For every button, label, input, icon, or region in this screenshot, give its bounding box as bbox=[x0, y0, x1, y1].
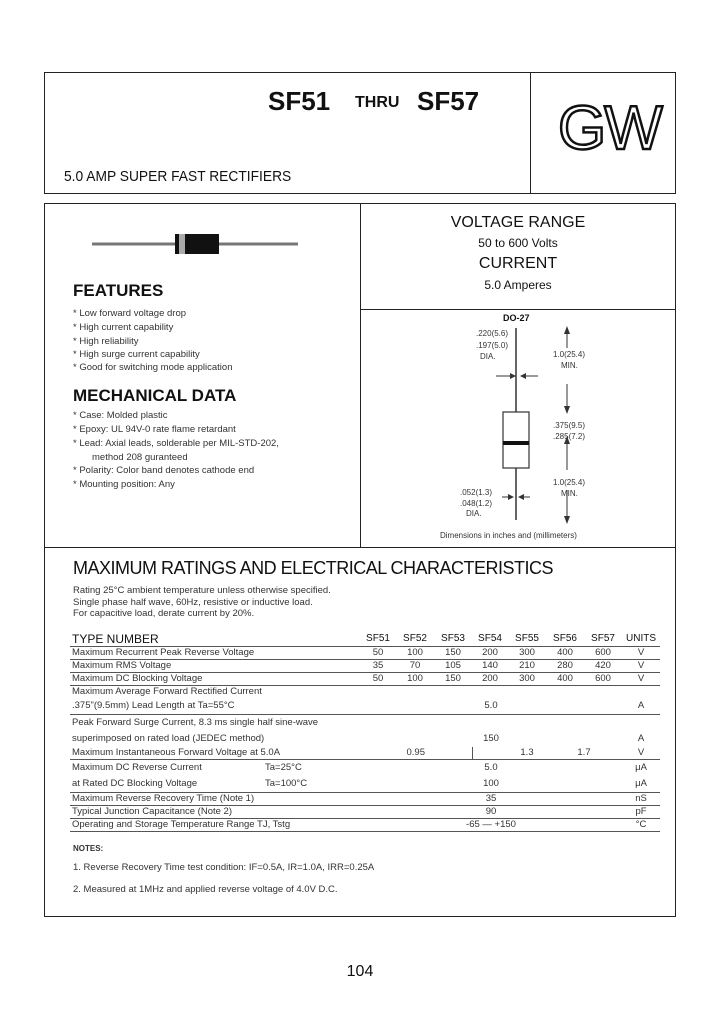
row-value: 105 bbox=[434, 660, 472, 673]
table-row bbox=[70, 686, 660, 699]
body-diameter-unit: DIA. bbox=[480, 352, 496, 361]
row-value: 600 bbox=[584, 647, 622, 660]
header-sf56: SF56 bbox=[546, 632, 584, 647]
page-number: 104 bbox=[346, 963, 374, 980]
note-1: 1. Reverse Recovery Time test condition: IF=0.5A, IR=1.0A, IRR=0.25A bbox=[73, 862, 375, 873]
ir-value-1: 5.0 bbox=[484, 762, 498, 773]
lead-length-bottom: 1.0(25.4) bbox=[553, 478, 586, 487]
ir-label bbox=[70, 760, 360, 777]
feature-item: * High current capability bbox=[73, 322, 174, 333]
table-row bbox=[70, 776, 660, 793]
header-type-number: TYPE NUMBER bbox=[70, 632, 360, 647]
package-name: DO-27 bbox=[503, 313, 530, 323]
lead-length-bottom-min: MIN. bbox=[561, 489, 578, 498]
mechanical-title: MECHANICAL DATA bbox=[73, 386, 237, 405]
table-row bbox=[70, 673, 660, 686]
trr-value: 35 bbox=[360, 793, 622, 806]
brand-logo: GW bbox=[558, 94, 661, 163]
avg-current-label-2: .375"(9.5mm) Lead Length at Ta=55°C bbox=[70, 698, 360, 715]
body-diameter-max: .220(5.6) bbox=[476, 329, 509, 338]
trr-label: Maximum Reverse Recovery Time (Note 1) bbox=[70, 793, 360, 806]
cj-unit: pF bbox=[622, 806, 660, 819]
table-row bbox=[70, 647, 660, 660]
row-value: 600 bbox=[584, 673, 622, 686]
row-value: 50 bbox=[360, 673, 396, 686]
row-value: 50 bbox=[360, 647, 396, 660]
condition-line: For capacitive load, derate current by 20%. bbox=[73, 608, 255, 619]
mechanical-item: * Polarity: Color band denotes cathode end bbox=[73, 465, 255, 476]
row-value: 100 bbox=[396, 647, 434, 660]
row-unit: V bbox=[622, 660, 660, 673]
mechanical-item: * Epoxy: UL 94V-0 rate flame retardant bbox=[73, 424, 236, 435]
row-label: Maximum Recurrent Peak Reverse Voltage bbox=[70, 647, 360, 660]
body-length-min: .285(7.2) bbox=[553, 432, 586, 441]
mechanical-item: * Case: Molded plastic bbox=[73, 410, 168, 421]
table-row bbox=[70, 660, 660, 673]
temp-label: Operating and Storage Temperature Range TJ, Tstg bbox=[70, 819, 360, 832]
row-label: Maximum RMS Voltage bbox=[70, 660, 360, 673]
lead-diameter-max: .052(1.3) bbox=[460, 488, 493, 497]
ir-value-2: 100 bbox=[360, 776, 622, 793]
header-sf54: SF54 bbox=[472, 632, 508, 647]
header-sf57: SF57 bbox=[584, 632, 622, 647]
feature-item: * Good for switching mode application bbox=[73, 362, 233, 373]
row-value: 210 bbox=[508, 660, 546, 673]
table-row bbox=[70, 806, 660, 819]
notes-title: NOTES: bbox=[73, 844, 104, 853]
row-value: 400 bbox=[546, 673, 584, 686]
trr-unit: nS bbox=[622, 793, 660, 806]
part-number-start: SF51 bbox=[268, 86, 331, 116]
header-divider bbox=[530, 72, 531, 194]
vf-value-3: 1.7 bbox=[546, 747, 622, 760]
row-value: 150 bbox=[434, 673, 472, 686]
condition-line: Single phase half wave, 60Hz, resistive or inductive load. bbox=[73, 597, 313, 608]
voltage-range-title: VOLTAGE RANGE bbox=[450, 214, 586, 231]
row-value: 70 bbox=[396, 660, 434, 673]
surge-label: Peak Forward Surge Current, 8.3 ms single half sine-wave bbox=[72, 717, 319, 728]
ir-label-text: Maximum DC Reverse Current bbox=[72, 762, 202, 773]
lead-length-top: 1.0(25.4) bbox=[553, 350, 586, 359]
vf-value-1: 0.95 bbox=[360, 747, 472, 760]
row-value: 300 bbox=[508, 673, 546, 686]
table-row bbox=[70, 715, 660, 732]
header-sf51: SF51 bbox=[360, 632, 396, 647]
row-value: 200 bbox=[472, 673, 508, 686]
row-value: 35 bbox=[360, 660, 396, 673]
diode-icon bbox=[90, 232, 300, 256]
vf-spacer bbox=[472, 747, 508, 760]
vf-label: Maximum Instantaneous Forward Voltage at 5.0A bbox=[70, 747, 360, 760]
table-row bbox=[70, 698, 660, 715]
row-unit: V bbox=[622, 673, 660, 686]
lead-length-top-min: MIN. bbox=[561, 361, 578, 370]
surge-value: 150 bbox=[483, 733, 499, 744]
row-value: 150 bbox=[434, 647, 472, 660]
voltage-range-value: 50 to 600 Volts bbox=[478, 236, 558, 250]
table-row bbox=[70, 793, 660, 806]
row-value: 140 bbox=[472, 660, 508, 673]
ir-label-2 bbox=[70, 776, 360, 793]
header-units: UNITS bbox=[622, 632, 660, 647]
part-number-end: SF57 bbox=[417, 86, 480, 116]
ir-unit-1: μA bbox=[635, 762, 647, 773]
body-diameter-min: .197(5.0) bbox=[476, 341, 509, 350]
specs-horizontal-divider bbox=[360, 309, 676, 310]
avg-current-unit: A bbox=[622, 698, 660, 715]
vf-value-2: 1.3 bbox=[508, 747, 546, 760]
current-value: 5.0 Amperes bbox=[484, 278, 552, 292]
product-subtitle: 5.0 AMP SUPER FAST RECTIFIERS bbox=[64, 168, 292, 185]
lead-diameter-unit: DIA. bbox=[466, 509, 482, 518]
table-header-row bbox=[70, 632, 660, 647]
row-value: 280 bbox=[546, 660, 584, 673]
ir-condition-2: Ta=100°C bbox=[265, 778, 308, 789]
surge-unit: A bbox=[637, 733, 645, 744]
characteristics-title: MAXIMUM RATINGS AND ELECTRICAL CHARACTERISTICS bbox=[73, 558, 554, 578]
feature-item: * High reliability bbox=[73, 336, 139, 347]
row-unit: V bbox=[622, 647, 660, 660]
table-row bbox=[70, 819, 660, 832]
cj-value: 90 bbox=[360, 806, 622, 819]
row-value: 100 bbox=[396, 673, 434, 686]
row-value: 420 bbox=[584, 660, 622, 673]
body-length-max: .375(9.5) bbox=[553, 421, 586, 430]
current-title: CURRENT bbox=[478, 255, 558, 272]
row-value: 300 bbox=[508, 647, 546, 660]
header-sf53: SF53 bbox=[434, 632, 472, 647]
thru-label: THRU bbox=[355, 94, 400, 111]
avg-current-value: 5.0 bbox=[360, 698, 622, 715]
note-2: 2. Measured at 1MHz and applied reverse voltage of 4.0V D.C. bbox=[73, 884, 338, 895]
mechanical-item: * Mounting position: Any bbox=[73, 479, 175, 490]
surge-label-2: superimposed on rated load (JEDEC method) bbox=[72, 733, 265, 744]
header-sf52: SF52 bbox=[396, 632, 434, 647]
condition-line: Rating 25°C ambient temperature unless otherwise specified. bbox=[73, 585, 331, 596]
ir-condition-1: Ta=25°C bbox=[265, 762, 302, 773]
mechanical-item: method 208 guranteed bbox=[92, 452, 188, 463]
ir-label-2-text: at Rated DC Blocking Voltage bbox=[72, 778, 198, 789]
features-title: FEATURES bbox=[73, 281, 164, 300]
avg-current-label: Maximum Average Forward Rectified Current bbox=[72, 686, 262, 697]
characteristics-table bbox=[70, 632, 660, 832]
temp-value: -65 — +150 bbox=[360, 819, 622, 832]
temp-unit: °C bbox=[622, 819, 660, 832]
row-value: 200 bbox=[472, 647, 508, 660]
row-label: Maximum DC Blocking Voltage bbox=[70, 673, 360, 686]
table-row bbox=[70, 747, 660, 760]
dimensions-note: Dimensions in inches and (millimeters) bbox=[440, 531, 577, 540]
header-sf55: SF55 bbox=[508, 632, 546, 647]
vf-unit: V bbox=[622, 747, 660, 760]
table-row bbox=[70, 731, 660, 747]
table-row bbox=[70, 760, 660, 777]
mechanical-item: * Lead: Axial leads, solderable per MIL-STD-202, bbox=[73, 438, 279, 449]
cj-label: Typical Junction Capacitance (Note 2) bbox=[70, 806, 360, 819]
feature-item: * High surge current capability bbox=[73, 349, 200, 360]
ir-unit-2: μA bbox=[622, 776, 660, 793]
feature-item: * Low forward voltage drop bbox=[73, 308, 187, 319]
row-value: 400 bbox=[546, 647, 584, 660]
lead-diameter-min: .048(1.2) bbox=[460, 499, 493, 508]
